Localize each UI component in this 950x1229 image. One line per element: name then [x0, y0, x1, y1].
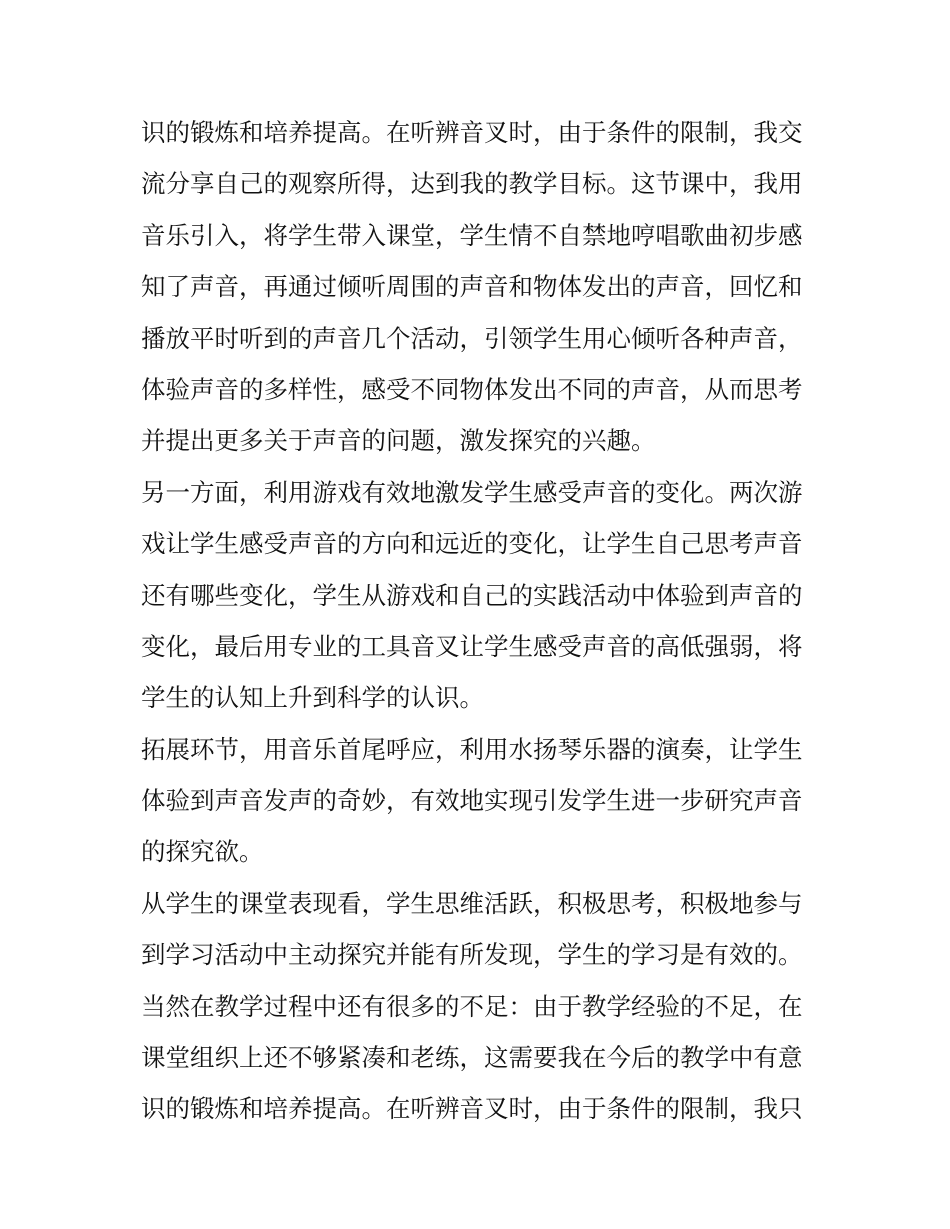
- text-line: 识的锻炼和培养提高。在听辨音叉时，由于条件的限制，我交: [141, 118, 803, 147]
- document-body: [141, 107, 821, 1135]
- text-line: 另一方面，利用游戏有效地激发学生感受声音的变化。两次游: [141, 477, 803, 507]
- text-line: 体验到声音发声的奇妙，有效地实现引发学生进一步研究声音: [141, 786, 803, 816]
- text-line: 音乐引入，将学生带入课堂，学生情不自禁地哼唱歌曲初步感: [141, 220, 803, 250]
- text-line: 流分享自己的观察所得，达到我的教学目标。这节课中，我用: [141, 169, 803, 199]
- text-line: 播放平时听到的声音几个活动，引领学生用心倾听各种声音，: [141, 323, 803, 353]
- text-line: 从学生的课堂表现看，学生思维活跃，积极思考，积极地参与: [141, 888, 803, 918]
- text-line: 识的锻炼和培养提高。在听辨音叉时，由于条件的限制，我只: [141, 1094, 803, 1124]
- text-line: 拓展环节，用音乐首尾呼应，利用水扬琴乐器的演奏，让学生: [141, 734, 803, 764]
- text-line: 学生的认知上升到科学的认识。: [141, 683, 484, 713]
- text-line: 体验声音的多样性，感受不同物体发出不同的声音，从而思考: [141, 374, 803, 404]
- text-line: 到学习活动中主动探究并能有所发现，学生的学习是有效的。: [141, 940, 803, 970]
- text-line: 并提出更多关于声音的问题，激发探究的兴趣。: [141, 426, 656, 456]
- text-line: 的探究欲。: [141, 837, 264, 867]
- text-line: 还有哪些变化，学生从游戏和自己的实践活动中体验到声音的: [141, 580, 803, 610]
- text-line: 戏让学生感受声音的方向和远近的变化，让学生自己思考声音: [141, 529, 803, 559]
- text-line: 变化，最后用专业的工具音叉让学生感受声音的高低强弱，将: [141, 631, 803, 661]
- text-line: 知了声音，再通过倾听周围的声音和物体发出的声音，回忆和: [141, 272, 803, 302]
- text-line: 课堂组织上还不够紧凑和老练，这需要我在今后的教学中有意: [141, 1043, 803, 1073]
- text-line: 当然在教学过程中还有很多的不足：由于教学经验的不足，在: [141, 991, 803, 1021]
